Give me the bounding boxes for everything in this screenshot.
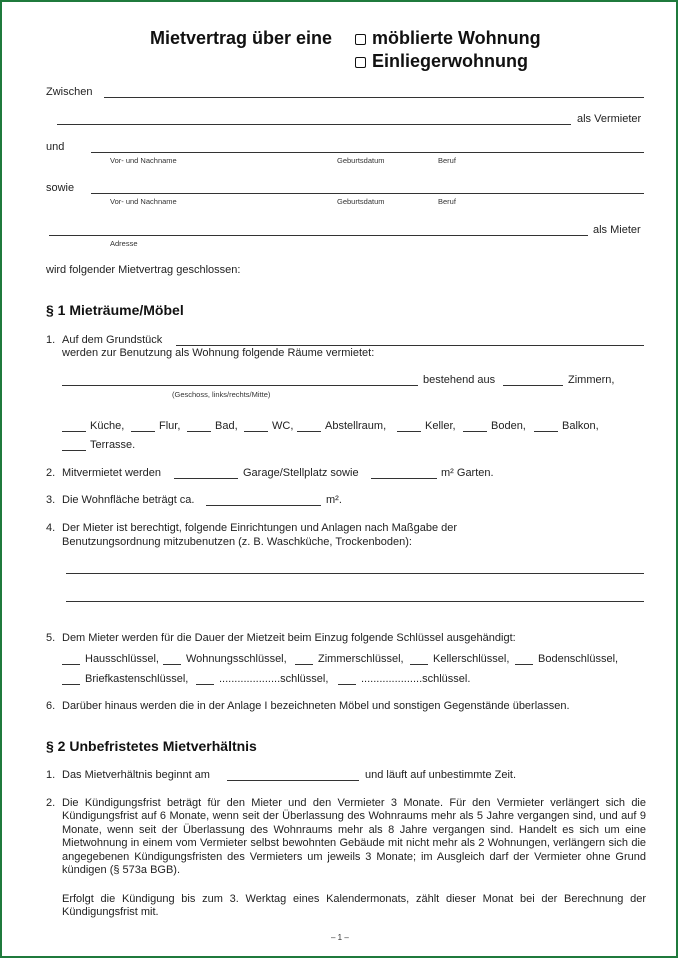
option-moeblierte-wohnung[interactable]: möblierte Wohnung <box>355 28 541 49</box>
section-1-heading: § 1 Mieträume/Möbel <box>46 302 184 318</box>
field-wohnungsschluessel[interactable] <box>163 664 181 665</box>
s1-p3a: Die Wohnfläche beträgt ca. <box>62 494 195 506</box>
key-wohnung: Wohnungsschlüssel, <box>186 653 287 665</box>
item-number: 6. <box>46 700 56 712</box>
label-adresse: Adresse <box>110 239 138 248</box>
s1-p2a: Mitvermietet werden <box>62 467 162 479</box>
field-abstellraum[interactable] <box>297 431 321 432</box>
field-mieter-adresse[interactable] <box>49 235 588 236</box>
field-wohnflaeche[interactable] <box>206 505 321 506</box>
label-geburtsdatum: Geburtsdatum <box>337 197 385 206</box>
field-mieter1-name[interactable] <box>91 152 644 153</box>
field-zimmer-anzahl[interactable] <box>503 385 563 386</box>
field-zimmerschluessel[interactable] <box>295 664 313 665</box>
room-abstellraum: Abstellraum, <box>325 420 387 432</box>
field-mieter2-name[interactable] <box>91 193 644 194</box>
room-wc: WC, <box>272 420 294 432</box>
label-geburtsdatum: Geburtsdatum <box>337 156 385 165</box>
room-kueche: Küche, <box>90 420 125 432</box>
key-sonstige-2: ....................schlüssel. <box>361 673 471 685</box>
field-garage[interactable] <box>174 478 238 479</box>
intro-text: wird folgender Mietvertrag geschlossen: <box>46 264 241 276</box>
item-number: 1. <box>46 334 56 346</box>
field-kueche[interactable] <box>62 431 86 432</box>
field-balkon[interactable] <box>534 431 558 432</box>
field-einrichtungen-1[interactable] <box>66 573 644 574</box>
key-keller: Kellerschlüssel, <box>433 653 510 665</box>
key-sonstige-1: ....................schlüssel, <box>219 673 329 685</box>
item-number: 3. <box>46 494 56 506</box>
key-haus: Hausschlüssel, <box>85 653 159 665</box>
item-number: 2. <box>46 467 56 479</box>
item-number: 1. <box>46 769 56 781</box>
s2-p1a: Das Mietverhältnis beginnt am <box>62 769 210 781</box>
field-garten[interactable] <box>371 478 437 479</box>
s2-p3: Erfolgt die Kündigung bis zum 3. Werktag eines Kalendermonats, zählt dieser Monat bei der Berechnung der Kündigungsfrist mit. <box>62 893 646 919</box>
s1-p2c: m² Garten. <box>441 467 494 479</box>
field-grundstueck[interactable] <box>176 345 644 346</box>
s2-p1b: und läuft auf unbestimmte Zeit. <box>365 769 517 781</box>
label-und: und <box>46 141 65 153</box>
field-keller[interactable] <box>397 431 421 432</box>
field-sonstige-1[interactable] <box>196 684 214 685</box>
field-boden[interactable] <box>463 431 487 432</box>
s1-p6: Darüber hinaus werden die in der Anlage I bezeichneten Möbel und sonstigen Gegenstände überlassen. <box>62 700 570 712</box>
room-keller: Keller, <box>425 420 456 432</box>
option-einliegerwohnung[interactable]: Einliegerwohnung <box>355 51 528 72</box>
key-briefkasten: Briefkastenschlüssel, <box>85 673 189 685</box>
s1-p2b: Garage/Stellplatz sowie <box>243 467 359 479</box>
field-mietbeginn[interactable] <box>227 780 359 781</box>
label-zimmern: Zimmern, <box>568 374 615 386</box>
field-hausschluessel[interactable] <box>62 664 80 665</box>
field-briefkastenschluessel[interactable] <box>62 684 80 685</box>
s1-p4-line2: Benutzungsordnung mitzubenutzen (z. B. Waschküche, Trockenboden): <box>62 536 412 548</box>
item-number: 5. <box>46 632 56 644</box>
key-boden: Bodenschlüssel, <box>538 653 619 665</box>
field-vermieter-2[interactable] <box>57 124 571 125</box>
checkbox-icon[interactable] <box>355 57 366 68</box>
key-zimmer: Zimmerschlüssel, <box>318 653 404 665</box>
room-balkon: Balkon, <box>562 420 599 432</box>
field-bad[interactable] <box>187 431 211 432</box>
label-bestehend-aus: bestehend aus <box>423 374 496 386</box>
document-title: Mietvertrag über eine <box>150 28 333 48</box>
item-number: 2. <box>46 797 56 809</box>
room-flur: Flur, <box>159 420 181 432</box>
checkbox-icon[interactable] <box>355 34 366 45</box>
item-number: 4. <box>46 522 56 534</box>
label-beruf: Beruf <box>438 197 456 206</box>
field-flur[interactable] <box>131 431 155 432</box>
s1-p4-line1: Der Mieter ist berechtigt, folgende Einrichtungen und Anlagen nach Maßgabe der <box>62 522 458 534</box>
field-einrichtungen-2[interactable] <box>66 601 644 602</box>
label-beruf: Beruf <box>438 156 456 165</box>
label-name: Vor- und Nachname <box>110 156 177 165</box>
s1-p3b: m². <box>326 494 342 506</box>
field-geschoss[interactable] <box>62 385 418 386</box>
field-terrasse[interactable] <box>62 450 86 451</box>
field-kellerschluessel[interactable] <box>410 664 428 665</box>
field-sonstige-2[interactable] <box>338 684 356 685</box>
s2-p2: Die Kündigungsfrist beträgt für den Mieter und den Vermieter 3 Monate. Für den Vermieter verlängert sich die Kündigungsfrist auf 6 Monate, wenn seit der Überlassung des Wohnraums mehr als 5 Jahre vergangen sind, und auf 9 Monate, wenn seit der Überlassung des Wohnraums mehr als 8 Jahre vergangen sind. Handelt es sich um eine Mietwohnung in einem vom Vermieter selbst bewohnten Gebäude mit nicht mehr als 2 Wohnungen, verlängern sich die angegebenen Kündigungsfristen des Vermieters um jeweils 3 Monate; im Ausgleich darf der Vermieter ohne Grund kündigen (§ 573a BGB). <box>62 797 646 877</box>
room-boden: Boden, <box>491 420 526 432</box>
label-geschoss: (Geschoss, links/rechts/Mitte) <box>172 390 271 399</box>
label-zwischen: Zwischen <box>46 86 93 98</box>
s1-p1-line1: Auf dem Grundstück <box>62 334 163 346</box>
label-name: Vor- und Nachname <box>110 197 177 206</box>
field-vermieter-1[interactable] <box>104 97 644 98</box>
s1-p5: Dem Mieter werden für die Dauer der Mietzeit beim Einzug folgende Schlüssel ausgehändigt: <box>62 632 516 644</box>
field-wc[interactable] <box>244 431 268 432</box>
room-terrasse: Terrasse. <box>90 439 136 451</box>
section-2-heading: § 2 Unbefristetes Mietverhältnis <box>46 738 257 754</box>
s1-p1-line2: werden zur Benutzung als Wohnung folgende Räume vermietet: <box>62 347 375 359</box>
label-als-vermieter: als Vermieter <box>577 113 642 125</box>
room-bad: Bad, <box>215 420 238 432</box>
label-als-mieter: als Mieter <box>593 224 641 236</box>
field-bodenschluessel[interactable] <box>515 664 533 665</box>
label-sowie: sowie <box>46 182 75 194</box>
page-number: – 1 – <box>331 933 349 942</box>
